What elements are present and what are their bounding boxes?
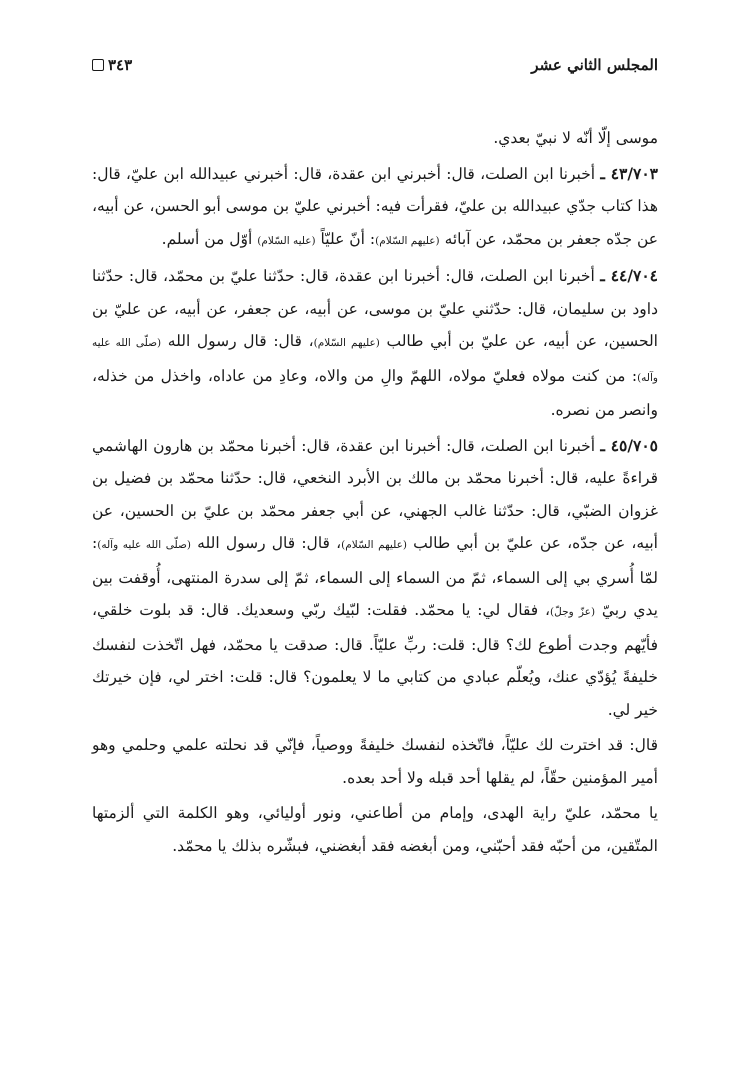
section-title: المجلس الثاني عشر xyxy=(531,56,658,74)
hadith-text: أخبرنا ابن الصلت، قال: أخبرنا ابن عقدة، قال: أخبرنا محمّد بن هارون الهاشمي قراءةً عليه، قال: أخبرنا محمّد بن مالك بن الأبرد النخعي، قال: حدّثنا محمّد بن فضيل بن غزوان الضبّي، قال: حدّثنا غالب الجهني، عن أبي جعفر محمّد بن عليّ بن الحسين، عن أبيه، عن جدّه، عن عليّ بن أبي طالب xyxy=(92,436,658,552)
honorific-note: (صلّى الله عليه وآله) xyxy=(92,337,658,384)
hadith-text: ، فقال لي: يا محمّد. فقلت: لبّيك ربّي وسعديك. قال: قد بلوت خلقي، فأيّهم وجدت أطوع لك؟ قال: قلت: ربِّ عليّاً. قال: صدقت يا محمّد، فهل اتّخذت لنفسك خليفةً يُؤدّي عنك، ويُعلّم عبادي من كتابي ما لا يعلمون؟ قال: قلت: اختر لي، فإن خيرتك خير لي. xyxy=(92,601,658,719)
paragraph-text: يا محمّد، عليّ راية الهدى، وإمام من أطاعني، ونور أوليائي، وهو الكلمة التي ألزمتها المتّقين، من أحبّه فقد أحبّني، ومن أبغضه فقد أبغضني، فبشّره بذلك يا محمّد. xyxy=(92,804,658,855)
honorific-note: (عليهم السّلام) xyxy=(375,234,440,247)
hadith-number: ٤٣/٧٠٣ ـ xyxy=(600,163,659,183)
hadith-number: ٤٥/٧٠٥ ـ xyxy=(600,435,658,455)
paragraph-4 xyxy=(92,729,658,794)
hadith-text: ، قال: قال رسول الله xyxy=(197,534,342,552)
page-number: ٣٤٣ xyxy=(108,56,133,74)
square-icon xyxy=(92,59,104,71)
page-header xyxy=(92,56,658,74)
hadith-text: أخبرنا ابن الصلت، قال: أخبرنا ابن عقدة، قال: حدّثنا عليّ بن محمّد، قال: حدّثنا داود بن سليمان، قال: حدّثني عليّ بن موسى، عن أبيه، عن جعفر، عن أبيه، عن عليّ بن الحسين، عن أبيه، عن عليّ بن أبي طالب xyxy=(92,267,658,350)
page-number-box xyxy=(92,56,132,74)
honorific-note: (عليه السّلام) xyxy=(257,234,316,247)
hadith-number: ٤٤/٧٠٤ ـ xyxy=(600,266,659,285)
hadith-705 xyxy=(92,430,658,727)
hadith-704 xyxy=(92,260,658,427)
honorific-note: (عليهم السّلام) xyxy=(341,539,407,551)
hadith-text: : لمّا أُسري بي إلى السماء، ثمّ من السماء إلى السماء، ثمّ إلى سدرة المنتهى، أُوقفت بين يدي ربيّ xyxy=(92,534,658,619)
honorific-note: (صلّى الله عليه وآله) xyxy=(97,539,191,551)
hadith-text: ، قال: قال رسول الله xyxy=(167,332,314,350)
paragraph-5 xyxy=(92,797,658,862)
hadith-703 xyxy=(92,158,658,258)
honorific-note: (عليهم السّلام) xyxy=(313,337,380,349)
body-text xyxy=(92,122,658,862)
honorific-note: (عزّ وجلّ) xyxy=(550,606,596,618)
paragraph-text: موسى إلّا أنّه لا نبيّ بعدي. xyxy=(493,129,658,147)
hadith-text: أخبرنا ابن الصلت، قال: أخبرني ابن عقدة، قال: أخبرني عبيدالله ابن عليّ، قال: هذا كتاب جدّي عبيدالله بن عليّ، فقرأت فيه: أخبرني عليّ بن موسى أبو الحسن، عن أبيه، عن جدّه جعفر بن محمّد، عن آبائه xyxy=(92,164,658,248)
hadith-text: : من كنت مولاه فعليّ مولاه، اللهمّ والِ من والاه، وعادِ من عاداه، واخذل من خذله، وانصر من نصره. xyxy=(92,366,658,419)
paragraph-continuation xyxy=(92,122,658,155)
hadith-text: أوّل من أسلم. xyxy=(161,229,253,248)
hadith-text: : أنّ عليّاً xyxy=(320,229,376,248)
paragraph-text: قال: قد اخترت لك عليّاً، فاتّخذه لنفسك خليفةً ووصياً، فإنّي قد نحلته علمي وحلمي وهو أمير المؤمنين حقّاً، لم يقلها أحد قبله ولا أحد بعده. xyxy=(92,736,658,787)
